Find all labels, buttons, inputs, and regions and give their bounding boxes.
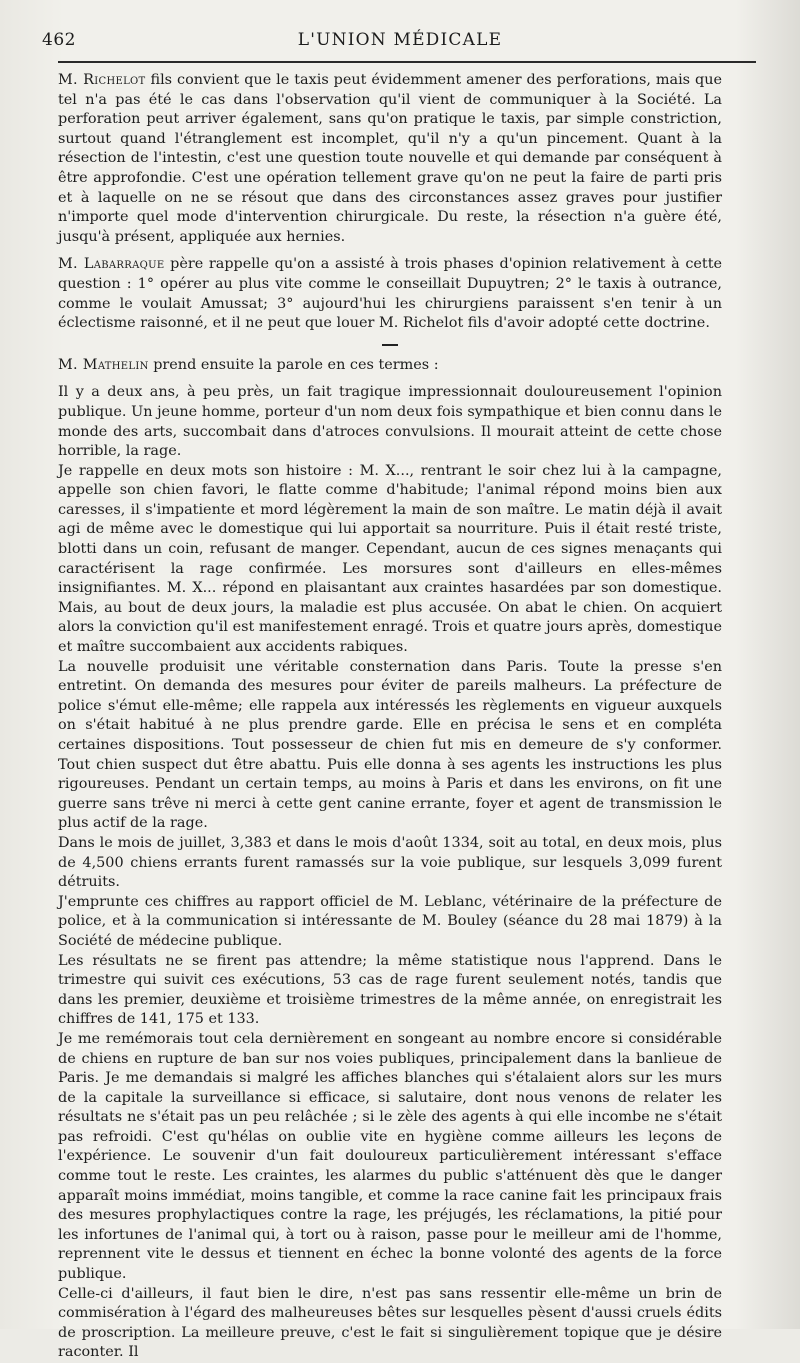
paragraph-text: père rappelle qu'on a assisté à trois phases d'opinion relativement à cette question : 1° opérer au plus vite comme le conseillait Dupuytren; 2° le taxis à outrance, comme le voulait Amussat; 3° aujourd'hui les chirurgiens paraissent s'en tenir à un éclectisme raisonné, et il ne peut que louer M. Richelot fils d'avoir adopté cette doctrine. <box>58 256 722 332</box>
speaker-name: M. Richelot <box>58 72 146 88</box>
page-number: 462 <box>42 30 76 50</box>
paragraph: Dans le mois de juillet, 3,383 et dans le mois d'août 1334, soit au total, en deux mois, plus de 4,500 chiens errants furent ramassés sur la voie publique, sur lesquels 3,099 furent détruits. <box>58 834 722 891</box>
paragraph-richelot <box>58 71 722 247</box>
speaker-name: M. Labarraque <box>58 256 165 273</box>
paragraph: Les résultats ne se firent pas attendre; la même statistique nous l'apprend. Dans le trimestre qui suivit ces exécutions, 53 cas de rage furent seulement notés, tandis que dans les premier, deuxième et troisième trimestres de la même année, on enregistrait les chiffres de 141, 175 et 133. <box>58 952 722 1028</box>
paragraph: J'emprunte ces chiffres au rapport officiel de M. Leblanc, vétérinaire de la préfecture de police, et à la communication si intéressante de M. Bouley (séance du 28 mai 1879) à la Société de médecine publique. <box>58 893 722 949</box>
paragraph-labarraque <box>58 255 722 333</box>
paragraph: Celle-ci d'ailleurs, il faut bien le dire, n'est pas sans ressentir elle-même un brin de commisération à l'égard des malheureuses bêtes sur lesquelles pèsent d'aussi cruels édits de proscription. La meilleure preuve, c'est le fait si singulièrement topique que je désire raconter. Il <box>58 1285 722 1361</box>
paragraph: La nouvelle produisit une véritable consternation dans Paris. Toute la presse s'en entretint. On demanda des mesures pour éviter de pareils malheurs. La préfecture de police s'émut elle-même; elle rappela aux intéressés les règlements en vigueur auxquels on s'était habitué à ne plus prendre garde. Elle en précisa le sens et en compléta certaines dispositions. Tout possesseur de chien fut mis en demeure de s'y conformer. Tout chien suspect dut être abattu. Puis elle donna à ses agents les instructions les plus rigoureuses. Pendant un certain temps, au moins à Paris et dans les environs, on fit une guerre sans trêve ni merci à cette gent canine errante, foyer et agent de transmission le plus actif de la rage. <box>58 658 722 832</box>
paragraph: Il y a deux ans, à peu près, un fait tragique impressionnait douloureusement l'opinion publique. Un jeune homme, porteur d'un nom deux fois sympathique et bien connu dans le monde des arts, succombait dans d'atroces convulsions. Il mourait atteint de cette chose horrible, la rage. <box>58 384 722 460</box>
header-rule <box>58 61 756 63</box>
paragraph-text: fils convient que le taxis peut évidemment amener des perforations, mais que tel n'a pas été le cas dans l'observation qu'il vient de communiquer à la Société. La perforation peut arriver également, sans qu'on pratique le taxis, par simple constriction, surtout quand l'étranglement est incomplet, qu'il n'y a qu'un pincement. Quant à la résection de l'intestin, c'est une question toute nouvelle et qui demande par conséquent à être approfondie. C'est une opération tellement grave qu'on ne peut la faire de parti pris et à laquelle on ne se résout que dans des circonstances assez graves pour justifier n'importe quel mode d'intervention chirurgicale. Du reste, la résection n'a guère été, jusqu'à présent, appliquée aux hernies. <box>58 72 723 245</box>
page-header <box>40 26 760 56</box>
article-body <box>58 71 722 1363</box>
paragraph: Je rappelle en deux mots son histoire : M. X..., rentrant le soir chez lui à la campagne, appelle son chien favori, le flatte comme d'habitude; l'animal répond moins bien aux caresses, il s'impatiente et mord légèrement la main de son maître. Le matin déjà il avait agi de même avec le domestique qui lui apportait sa nourriture. Puis il était resté triste, blotti dans un coin, refusant de manger. Cependant, aucun de ces signes menaçants qui caractérisent la rage confirmée. Les morsures sont d'ailleurs en elles-mêmes insignifiantes. M. X... répond en plaisantant aux craintes hasardées par son domestique. Mais, au bout de deux jours, la maladie est plus accusée. On abat le chien. On acquiert alors la conviction qu'il est manifestement enragé. Trois et quatre jours après, domestique et maître succombaient aux accidents rabiques. <box>58 462 722 656</box>
section-dash <box>382 344 398 346</box>
paragraph-mathelin <box>58 356 722 376</box>
running-title: L'UNION MÉDICALE <box>297 30 503 50</box>
paragraph: Je me remémorais tout cela dernièrement en songeant au nombre encore si considérable de chiens en rupture de ban sur nos voies publiques, principalement dans la banlieue de Paris. Je me demandais si malgré les affiches blanches qui s'étalaient alors sur les murs de la capitale la surveillance si efficace, si salutaire, dont nous venons de relater les résultats ne s'était pas un peu relâchée ; si le zèle des agents à qui elle incombe ne s'était pas refroidi. C'est qu'hélas on oublie vite en hygiène comme ailleurs les leçons de l'expérience. Le souvenir d'un fait douloureux particulièrement intéressant s'efface comme tout le reste. Les craintes, les alarmes du public s'atténuent dès que le danger apparaît moins immédiat, moins tangible, et comme la race canine fait les principaux frais des mesures prophylactiques contre la rage, les préjugés, les réclamations, la pitié pour les infortunes de l'animal qui, à tort ou à raison, passe pour le meilleur ami de l'homme, reprennent vite le dessus et tiennent en échec la bonne volonté des agents de la force publique. <box>58 1030 722 1283</box>
paragraph-text: prend ensuite la parole en ces termes : <box>148 356 439 373</box>
speaker-name: M. Mathelin <box>58 356 149 373</box>
